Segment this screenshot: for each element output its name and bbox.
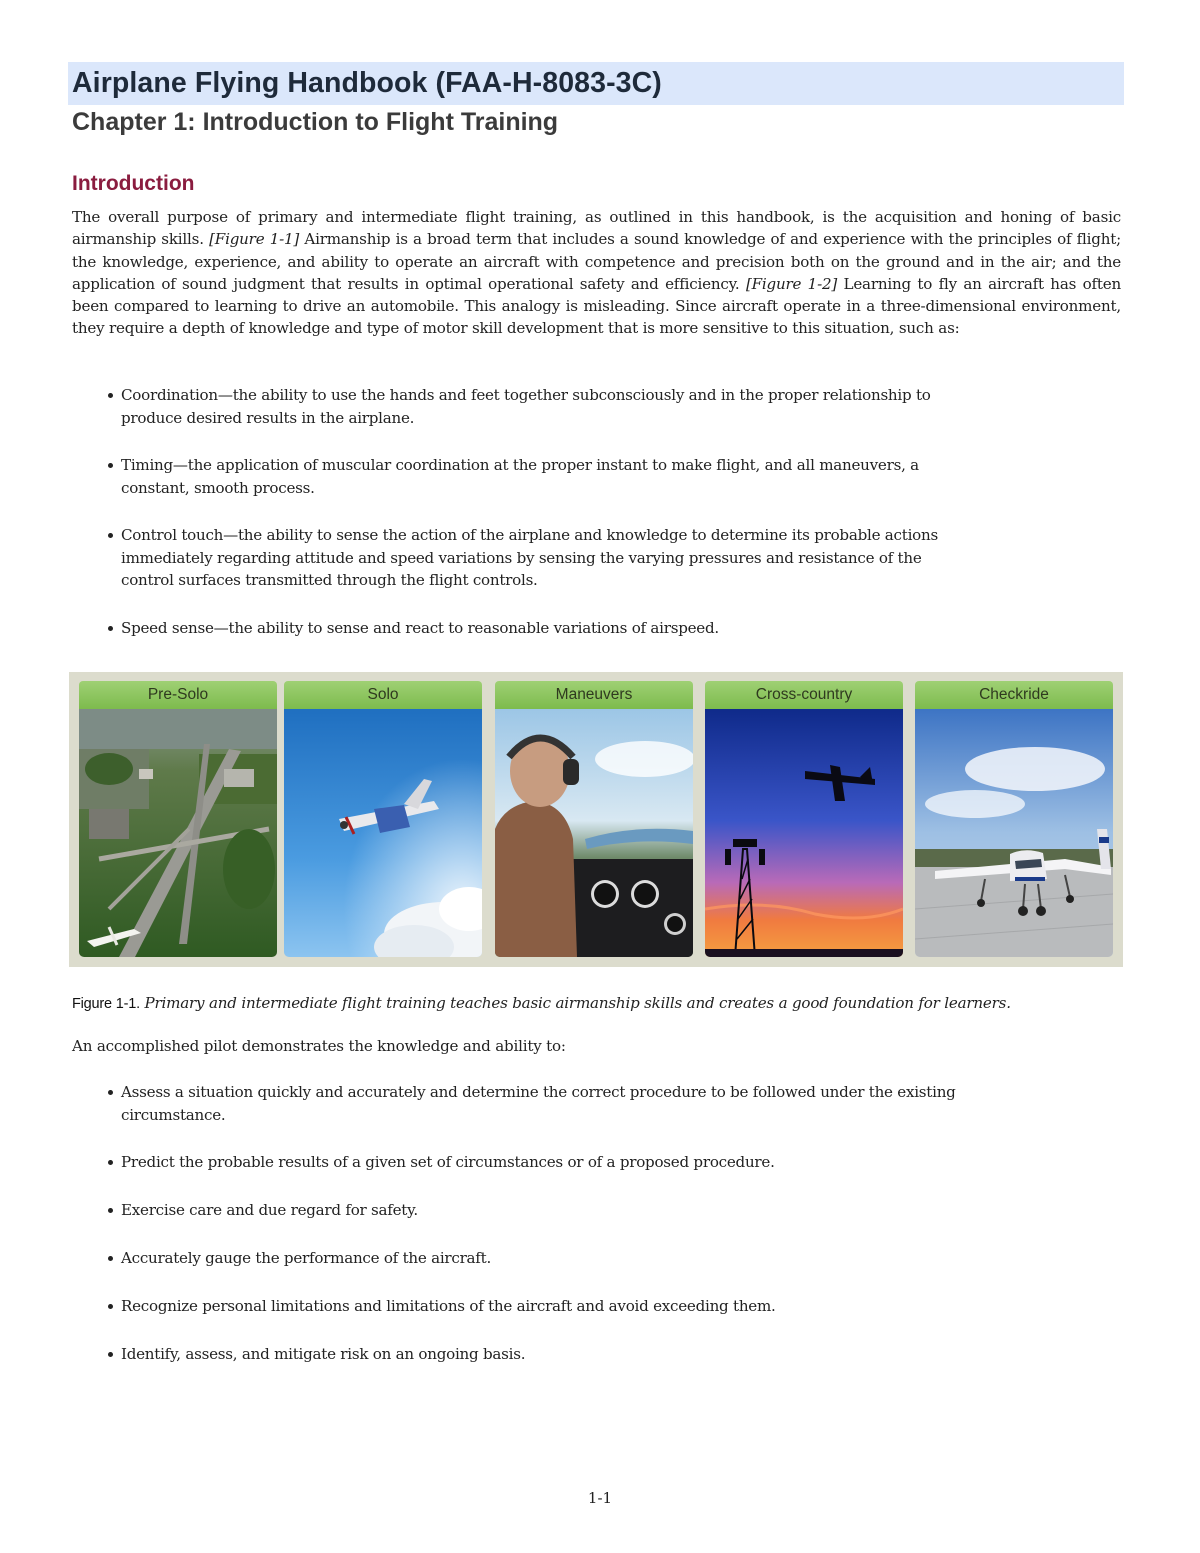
document-title: Airplane Flying Handbook (FAA-H-8083-3C) bbox=[72, 67, 662, 99]
intro-text-3: Learning to fly an aircraft has often been compared to learning to drive an automobile. This analogy is misleading. Since aircraft operate in a three-dimensional environment, they require a depth of knowledge and type of motor skill development that is more sensitive to this situation, such as: bbox=[72, 274, 1121, 338]
pilot-abilities-intro: An accomplished pilot demonstrates the knowledge and ability to: bbox=[72, 1037, 566, 1055]
figure-reference-1-2: [Figure 1-2] bbox=[745, 274, 838, 293]
panel-label: Cross-country bbox=[705, 681, 903, 709]
pilot-cockpit-photo bbox=[495, 709, 693, 957]
panel-label: Pre-Solo bbox=[79, 681, 277, 709]
chapter-title: Chapter 1: Introduction to Flight Training bbox=[72, 108, 559, 136]
skill-item: Timing—the application of muscular coordination at the proper instant to make flight, and all maneuvers, a constant, smooth process. bbox=[104, 454, 964, 499]
ability-item: Exercise care and due regard for safety. bbox=[104, 1199, 964, 1222]
ability-item: Recognize personal limitations and limitations of the aircraft and avoid exceeding them. bbox=[104, 1295, 964, 1318]
pilot-abilities-list bbox=[104, 1081, 964, 1391]
figure-label: Figure 1-1. bbox=[72, 996, 140, 1012]
airplane-on-ramp-photo bbox=[915, 709, 1113, 957]
figure-panel bbox=[495, 681, 693, 957]
skill-item: Speed sense—the ability to sense and react to reasonable variations of airspeed. bbox=[104, 617, 964, 640]
ability-item: Identify, assess, and mitigate risk on an ongoing basis. bbox=[104, 1343, 964, 1366]
intro-text-2: Airmanship is a broad term that includes a sound knowledge of and experience with the principles of flight; the knowledge, experience, and ability to operate an aircraft with competence and precision both on the ground and in the air; and the application of sound judgment that results in optimal operational safety and efficiency. bbox=[72, 230, 1122, 293]
figure-1-1 bbox=[69, 672, 1123, 967]
airplane-sunset-tower-photo bbox=[705, 709, 903, 957]
skills-list bbox=[104, 384, 964, 664]
page-number: 1-1 bbox=[587, 1489, 613, 1507]
title-bar bbox=[68, 62, 1124, 105]
figure-caption-text: Primary and intermediate flight training teaches basic airmanship skills and creates a good foundation for learners. bbox=[144, 994, 1011, 1012]
skill-item: Coordination—the ability to use the hands and feet together subconsciously and in the proper relationship to produce desired results in the airplane. bbox=[104, 384, 964, 429]
figure-panel bbox=[915, 681, 1113, 957]
figure-panel bbox=[705, 681, 903, 957]
airport-aerial-photo bbox=[79, 709, 277, 957]
airplane-in-sky-photo bbox=[284, 709, 482, 957]
section-heading: Introduction bbox=[72, 172, 195, 195]
figure-panel bbox=[284, 681, 482, 957]
panel-label: Checkride bbox=[915, 681, 1113, 709]
skill-item: Control touch—the ability to sense the action of the airplane and knowledge to determine its probable actions immediately regarding attitude and speed variations by sensing the varying pressures and resistance of the control surfaces transmitted through the flight controls. bbox=[104, 524, 964, 592]
ability-item: Accurately gauge the performance of the aircraft. bbox=[104, 1247, 964, 1270]
panel-label: Maneuvers bbox=[495, 681, 693, 709]
intro-paragraph bbox=[72, 206, 1121, 340]
panel-label: Solo bbox=[284, 681, 482, 709]
ability-item: Predict the probable results of a given set of circumstances or of a proposed procedure. bbox=[104, 1151, 964, 1174]
ability-item: Assess a situation quickly and accurately and determine the correct procedure to be followed under the existing circumstance. bbox=[104, 1081, 964, 1126]
figure-reference-1-1: [Figure 1-1] bbox=[209, 230, 300, 249]
intro-text-1: The overall purpose of primary and intermediate flight training, as outlined in this handbook, is the acquisition and honing of basic airmanship skills. bbox=[72, 208, 1121, 249]
figure-panel bbox=[79, 681, 277, 957]
figure-caption bbox=[72, 994, 1132, 1012]
